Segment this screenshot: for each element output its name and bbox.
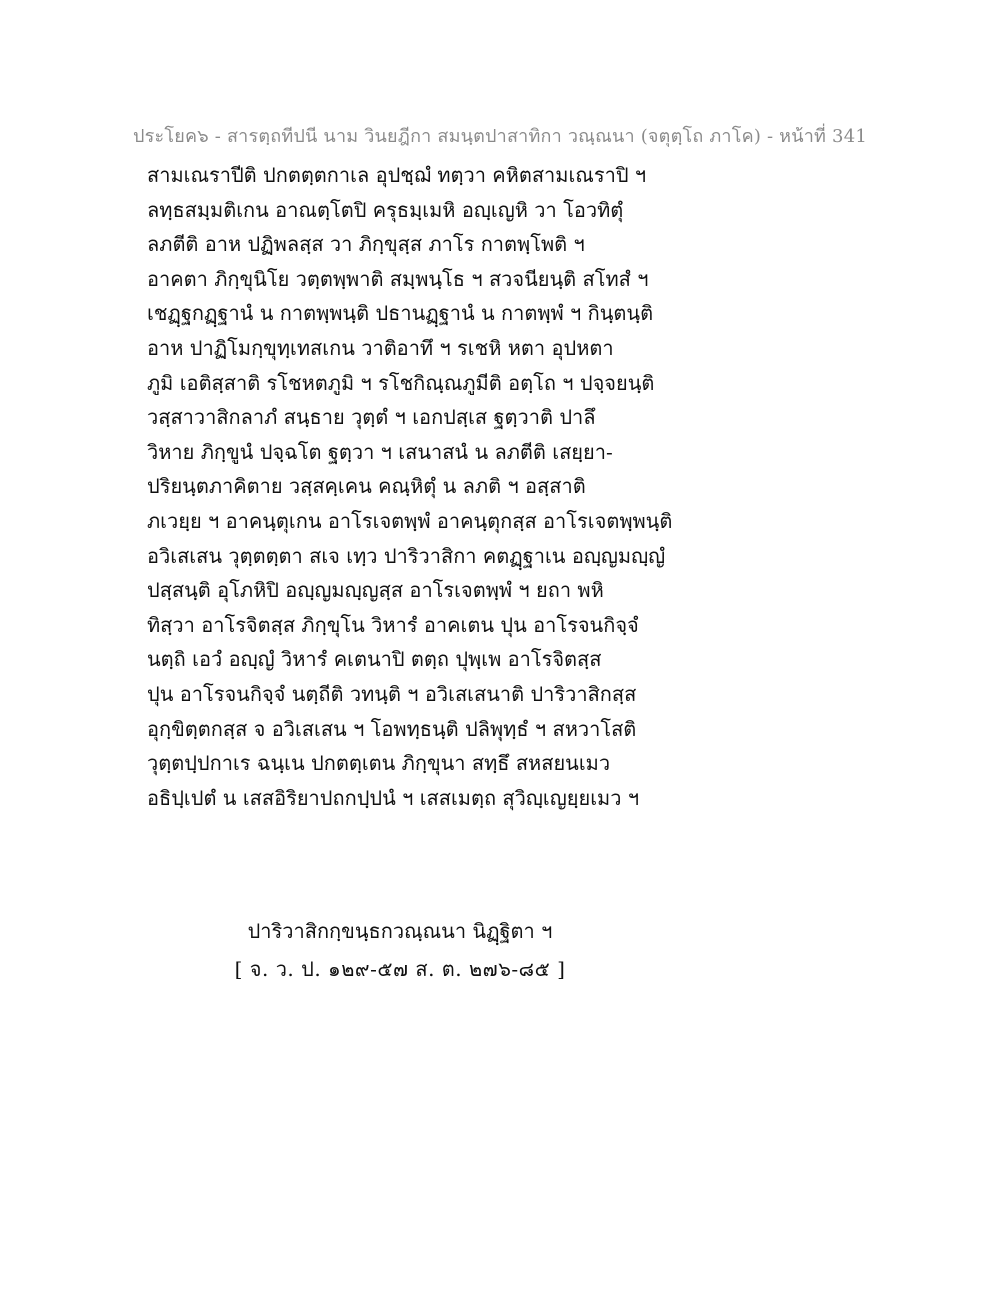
text-line: วิหาย ภิกฺขูนํ ปจฺฉโต ฐตฺวา ฯ เสนาสนํ น ลภตีติ เสยฺยา- [147, 439, 613, 464]
body-text [147, 158, 707, 815]
source-reference: [ จ. ว. ป. ๑๒๙-๕๗ ส. ต. ๒๗๖-๘๕ ] [234, 957, 566, 981]
text-line: อธิปฺเปตํ น เสสอิริยาปถกปฺปนํ ฯ เสสเมตฺถ สุวิญฺเญยฺยเมว ฯ [147, 785, 640, 810]
text-line: อวิเสเสน วุตฺตตฺตา สเจ เทฺว ปาริวาสิกา คตฏฺฐาเน อญฺญมญฺญํ [147, 543, 666, 568]
text-line: ภเวยฺย ฯ อาคนฺตุเกน อาโรเจตพฺพํ อาคนฺตุกสฺส อาโรเจตพฺพนฺติ [147, 508, 673, 533]
text-line: นตฺถิ เอวํ อญฺญํ วิหารํ คเตนาปิ ตตฺถ ปุพฺเพ อาโรจิตสฺส [147, 647, 602, 672]
section-closing-line: ปาริวาสิกกฺขนฺธกวณฺณนา นิฏฺฐิตา ฯ [247, 919, 553, 943]
text-line: ลภตีติ อาห ปฏิพลสฺส วา ภิกฺขุสฺส ภาโร กาตพฺโพติ ฯ [147, 232, 585, 257]
text-line: ปสฺสนฺติ อุโภหิปิ อญฺญมญฺญสฺส อาโรเจตพฺพํ ฯ ยถา พหิ [147, 578, 604, 603]
text-line: ทิสฺวา อาโรจิตสฺส ภิกฺขุโน วิหารํ อาคเตน ปุน อาโรจนกิจฺจํ [147, 612, 639, 637]
text-line: อาคตา ภิกฺขุนิโย วตฺตพฺพาติ สมฺพนฺโธ ฯ สวจนียนฺติ สโทสํ ฯ [147, 266, 649, 291]
text-line: อุกฺขิตฺตกสฺส จ อวิเสเสน ฯ โอพทฺธนฺติ ปลิพุทฺธํ ฯ สหวาโสติ [147, 716, 637, 741]
text-line: อาห ปาฏิโมกฺขุทฺเทสเกน วาติอาทึ ฯ รเชหิ หตา อุปหตา [147, 335, 614, 360]
text-line: สามเณราปีติ ปกตตฺตกาเล อุปชฺฌํ ทตฺวา คหิตสามเณราปิ ฯ [147, 163, 647, 187]
text-line: วสฺสาวาสิกลาภํ สนฺธาย วุตฺตํ ฯ เอกปสฺเส ฐตฺวาติ ปาลึ [147, 405, 596, 430]
text-line: ปุน อาโรจนกิจฺจํ นตฺถีติ วทนฺติ ฯ อวิเสเสนาติ ปาริวาสิกสฺส [147, 681, 637, 706]
text-line: วุตฺตปฺปกาเร ฉนฺเน ปกตตฺเตน ภิกฺขุนา สทฺธึ สหสยนเมว [147, 751, 611, 776]
text-line: เชฏฺฐกฏฺฐานํ น กาตพฺพนฺติ ปธานฏฺฐานํ น กาตพฺพํ ฯ กินฺตนฺติ [147, 301, 654, 326]
text-line: ภูมิ เอติสฺสาติ รโชหตภูมิ ฯ รโชกิณฺณภูมีติ อตฺโถ ฯ ปจฺจยนฺติ [147, 370, 655, 395]
running-header: ประโยค๖ - สารตฺถทีปนี นาม วินยฎีกา สมนฺตปาสาทิกา วณฺณนา (จตุตฺโถ ภาโค) - หน้าที่ 341 [133, 126, 867, 147]
text-line: ลทฺธสมฺมติเกน อาณตฺโตปิ ครุธมฺเมหิ อญฺเญหิ วา โอวทิตุํ [147, 197, 624, 222]
text-line: ปริยนฺตภาคิตาย วสฺสคฺเคน คณฺหิตุํ น ลภติ ฯ อสฺสาติ [147, 474, 586, 499]
